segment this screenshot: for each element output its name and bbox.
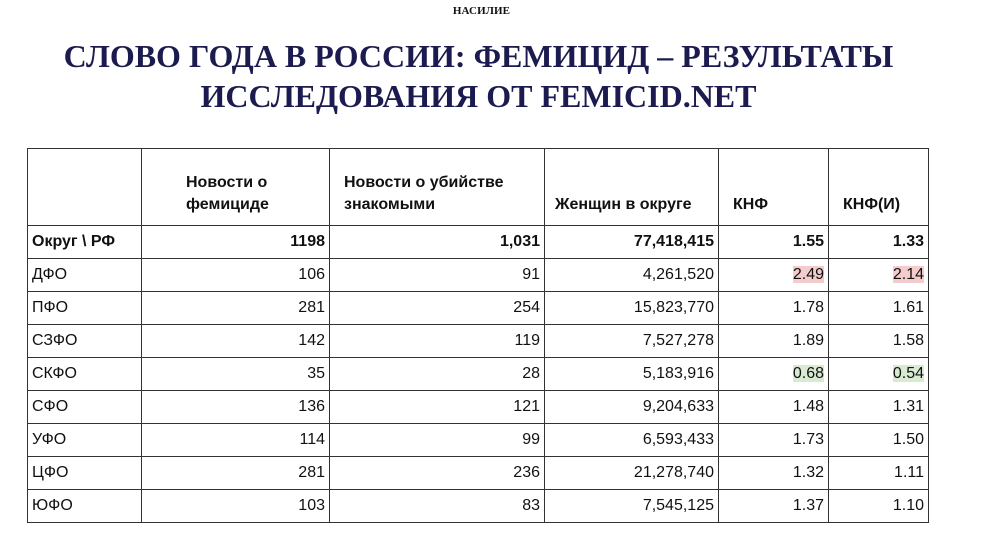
cell-news: 106: [142, 259, 330, 292]
cell-knf: [719, 259, 829, 292]
table-row-total: [28, 226, 929, 259]
cell-knfi: [829, 259, 929, 292]
table-row: [28, 292, 929, 325]
table-row: [28, 424, 929, 457]
cell-knfi: 1.33: [829, 226, 929, 259]
cell-women: 7,545,125: [545, 490, 719, 523]
cell-knfi: 1.61: [829, 292, 929, 325]
cell-region: ДФО: [28, 259, 142, 292]
headline-line-2: ИССЛЕДОВАНИЯ ОТ FEMICID.NET: [200, 78, 757, 114]
cell-women: 77,418,415: [545, 226, 719, 259]
cell-region: ЦФО: [28, 457, 142, 490]
table-header: [28, 149, 929, 226]
cell-women: 7,527,278: [545, 325, 719, 358]
header-region: [28, 149, 142, 226]
cell-acquaint: 254: [330, 292, 545, 325]
table-row: [28, 325, 929, 358]
femicide-stats-table: [27, 148, 929, 523]
cell-women: 4,261,520: [545, 259, 719, 292]
cell-region: Округ \ РФ: [28, 226, 142, 259]
highlight-high: 2.14: [892, 266, 924, 283]
header-women: [545, 149, 719, 226]
cell-acquaint: 1,031: [330, 226, 545, 259]
headline-line-1: СЛОВО ГОДА В РОССИИ: ФЕМИЦИД – РЕЗУЛЬТАТЫ: [63, 38, 894, 74]
header-knf: [719, 149, 829, 226]
cell-acquaint: 236: [330, 457, 545, 490]
article-headline: [0, 36, 957, 116]
cell-region: СЗФО: [28, 325, 142, 358]
cell-news: 114: [142, 424, 330, 457]
cell-acquaint: 83: [330, 490, 545, 523]
cell-news: 142: [142, 325, 330, 358]
header-text: КНФ: [733, 196, 768, 213]
cell-knfi: 1.58: [829, 325, 929, 358]
header-news-femicide: [142, 149, 330, 226]
cell-women: 5,183,916: [545, 358, 719, 391]
cell-region: ЮФО: [28, 490, 142, 523]
cell-knf: 1.32: [719, 457, 829, 490]
highlight-high: 2.49: [792, 266, 824, 283]
cell-acquaint: 121: [330, 391, 545, 424]
cell-acquaint: 91: [330, 259, 545, 292]
header-news-acquaintance: [330, 149, 545, 226]
cell-knfi: 1.50: [829, 424, 929, 457]
cell-news: 281: [142, 457, 330, 490]
header-text: Женщин в округе: [555, 196, 692, 213]
cell-news: 103: [142, 490, 330, 523]
header-text: фемициде: [186, 196, 269, 213]
table-row: [28, 490, 929, 523]
cell-knf: 1.37: [719, 490, 829, 523]
cell-knf: 1.48: [719, 391, 829, 424]
cell-region: СКФО: [28, 358, 142, 391]
cell-knf: 1.73: [719, 424, 829, 457]
highlight-low: 0.54: [892, 365, 924, 382]
cell-acquaint: 28: [330, 358, 545, 391]
cell-knf: 1.55: [719, 226, 829, 259]
cell-news: 136: [142, 391, 330, 424]
category-label[interactable]: НАСИЛИЕ: [452, 5, 511, 17]
cell-women: 6,593,433: [545, 424, 719, 457]
cell-knfi: 1.31: [829, 391, 929, 424]
cell-news: 1198: [142, 226, 330, 259]
cell-knfi: 1.10: [829, 490, 929, 523]
cell-acquaint: 119: [330, 325, 545, 358]
header-text: КНФ(И): [843, 196, 901, 213]
cell-region: СФО: [28, 391, 142, 424]
cell-women: 9,204,633: [545, 391, 719, 424]
table-row: [28, 259, 929, 292]
header-text: знакомыми: [344, 196, 436, 213]
table-row: [28, 391, 929, 424]
cell-women: 21,278,740: [545, 457, 719, 490]
cell-news: 35: [142, 358, 330, 391]
cell-women: 15,823,770: [545, 292, 719, 325]
table-row: [28, 358, 929, 391]
table-body: [28, 226, 929, 523]
cell-knf: [719, 358, 829, 391]
table-row: [28, 457, 929, 490]
cell-acquaint: 99: [330, 424, 545, 457]
highlight-low: 0.68: [792, 365, 824, 382]
header-text: Новости о убийстве: [344, 174, 504, 191]
cell-knf: 1.78: [719, 292, 829, 325]
header-row: [28, 149, 929, 226]
cell-region: ПФО: [28, 292, 142, 325]
cell-knfi: 1.11: [829, 457, 929, 490]
header-knfi: [829, 149, 929, 226]
cell-region: УФО: [28, 424, 142, 457]
header-text: Новости о: [186, 174, 268, 191]
cell-knf: 1.89: [719, 325, 829, 358]
cell-knfi: [829, 358, 929, 391]
cell-news: 281: [142, 292, 330, 325]
